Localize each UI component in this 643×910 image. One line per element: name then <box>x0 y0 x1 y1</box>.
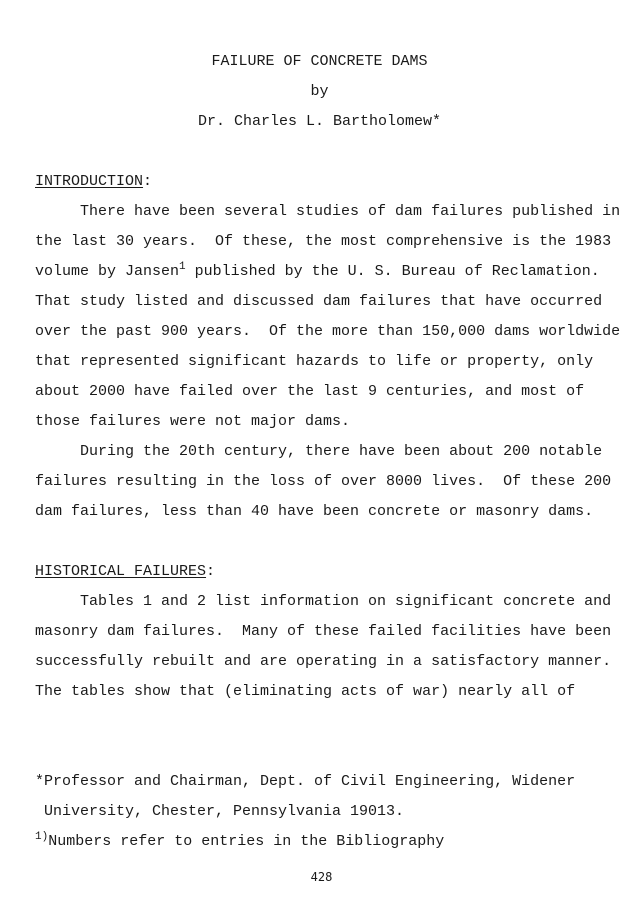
body-line: over the past 900 years. Of the more than 150,000 dams worldwide <box>35 323 621 340</box>
body-line: That study listed and discussed dam failures that have occurred <box>35 293 603 310</box>
page-number: 428 <box>310 870 333 884</box>
body-line: failures resulting in the loss of over 8000 lives. Of these 200 <box>35 473 612 490</box>
body-line: During the 20th century, there have been about 200 notable <box>35 443 603 460</box>
section-heading-historical-failures <box>35 563 215 581</box>
body-line-text: volume by Jansen <box>35 263 180 280</box>
body-line: Tables 1 and 2 list information on significant concrete and <box>35 593 612 610</box>
heading-text: INTRODUCTION <box>35 173 144 190</box>
footnote-author-affiliation: *Professor and Chairman, Dept. of Civil Engineering, Widener <box>35 773 576 790</box>
body-line: masonry dam failures. Many of these failed facilities have been <box>35 623 612 640</box>
body-line: There have been several studies of dam failures published in <box>35 203 621 220</box>
footnote-reference: 1 <box>179 261 186 273</box>
by-line: by <box>310 83 329 100</box>
heading-colon: : <box>143 173 153 190</box>
body-line: about 2000 have failed over the last 9 centuries, and most of <box>35 383 585 400</box>
footnote-references <box>35 833 444 851</box>
body-line: that represented significant hazards to life or property, only <box>35 353 594 370</box>
body-line-text: published by the U. S. Bureau of Reclamation. <box>185 263 600 280</box>
body-line <box>35 263 600 281</box>
body-line: those failures were not major dams. <box>35 413 351 430</box>
body-line: the last 30 years. Of these, the most comprehensive is the 1983 <box>35 233 612 250</box>
author-name: Dr. Charles L. Bartholomew* <box>197 113 442 130</box>
heading-text: HISTORICAL FAILURES <box>35 563 207 580</box>
section-heading-introduction <box>35 173 152 191</box>
body-line: dam failures, less than 40 have been concrete or masonry dams. <box>35 503 594 520</box>
footnote-author-affiliation-cont: University, Chester, Pennsylvania 19013. <box>35 803 405 820</box>
document-title: FAILURE OF CONCRETE DAMS <box>211 53 428 70</box>
footnote-marker: 1) <box>35 831 49 843</box>
body-line: The tables show that (eliminating acts of war) nearly all of <box>35 683 576 700</box>
body-line: successfully rebuilt and are operating in a satisfactory manner. <box>35 653 612 670</box>
heading-colon: : <box>206 563 216 580</box>
footnote-text: Numbers refer to entries in the Bibliography <box>48 833 445 850</box>
